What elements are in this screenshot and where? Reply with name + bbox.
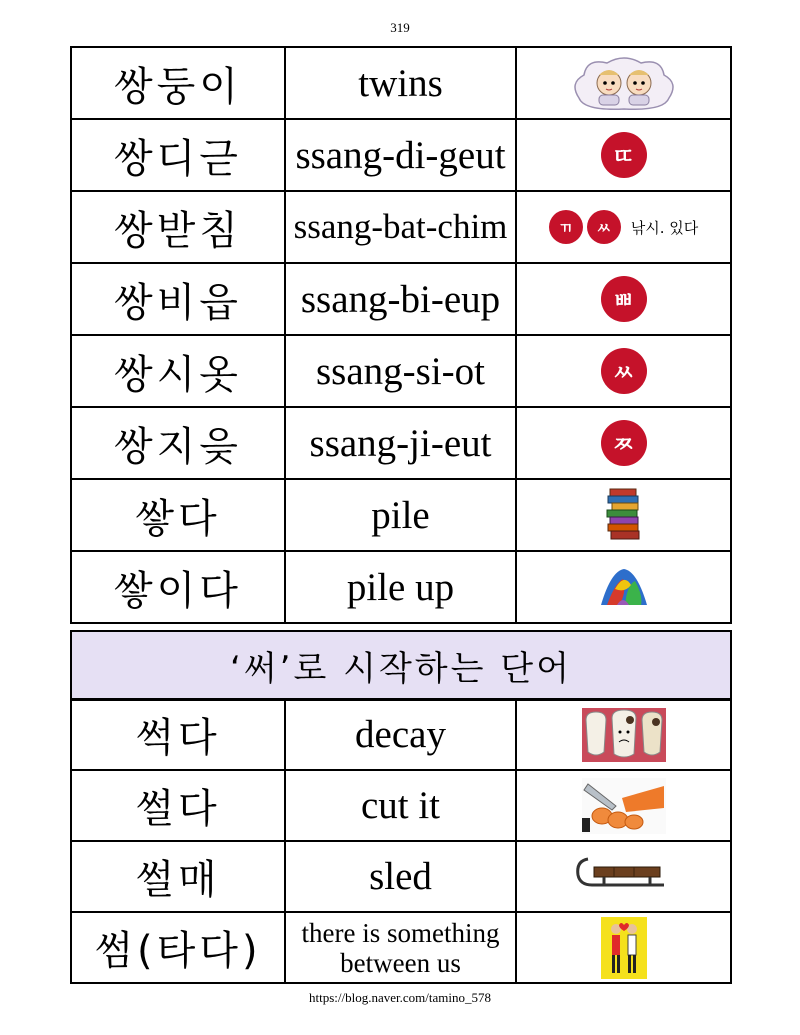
picture-cell	[516, 407, 731, 479]
table-row	[71, 841, 731, 912]
picture-cell	[516, 191, 731, 263]
couple-icon	[601, 917, 647, 979]
section-banner: ‘써’로 시작하는 단어	[70, 630, 732, 701]
korean-word: 쌍둥이	[71, 47, 285, 119]
english-word: ssang-si-ot	[285, 335, 516, 407]
english-word: ssang-di-geut	[285, 119, 516, 191]
english-word: ssang-bi-eup	[285, 263, 516, 335]
english-word: twins	[285, 47, 516, 119]
clothes-pile-icon	[597, 565, 651, 609]
table-row	[71, 191, 731, 263]
twins-cartoon-icon	[569, 53, 679, 113]
picture-cell	[516, 479, 731, 551]
english-word: sled	[285, 841, 516, 912]
picture-cell	[516, 770, 731, 841]
korean-word: 썰매	[71, 841, 285, 912]
table-row	[71, 770, 731, 841]
vocab-table-top	[70, 46, 732, 624]
footer-url: https://blog.naver.com/tamino_578	[309, 990, 491, 1005]
korean-word: 쌍시옷	[71, 335, 285, 407]
korean-word: 쌍받침	[71, 191, 285, 263]
decayed-teeth-icon	[582, 708, 666, 762]
table-row	[71, 551, 731, 623]
english-word: pile up	[285, 551, 516, 623]
ssang-giyeok-badge: ㄲ	[549, 210, 583, 244]
picture-cell	[516, 335, 731, 407]
ssang-bieup-badge: ㅃ	[601, 276, 647, 322]
ssang-siot-badge: ㅆ	[587, 210, 621, 244]
picture-cell	[516, 912, 731, 983]
table-row	[71, 263, 731, 335]
table-row	[71, 912, 731, 983]
picture-cell	[516, 263, 731, 335]
korean-word: 쌓이다	[71, 551, 285, 623]
korean-word: 썸(타다)	[71, 912, 285, 983]
picture-cell	[516, 119, 731, 191]
stacked-books-icon	[604, 485, 644, 545]
table-row	[71, 407, 731, 479]
english-word: pile	[285, 479, 516, 551]
table-row	[71, 335, 731, 407]
english-line-2: between us	[340, 947, 461, 978]
sled-icon	[574, 855, 674, 899]
example-words: 낚시. 있다	[630, 218, 699, 237]
english-word	[285, 912, 516, 983]
english-word: ssang-bat-chim	[285, 191, 516, 263]
table-row	[71, 119, 731, 191]
korean-word: 쌍비읍	[71, 263, 285, 335]
korean-word: 쌍지읒	[71, 407, 285, 479]
table-row	[71, 47, 731, 119]
ssang-siot-badge: ㅆ	[601, 348, 647, 394]
korean-word: 썰다	[71, 770, 285, 841]
table-row	[71, 699, 731, 770]
picture-cell	[516, 47, 731, 119]
sliced-carrot-icon	[582, 778, 666, 834]
table-row	[71, 479, 731, 551]
korean-word: 쌓다	[71, 479, 285, 551]
english-word: cut it	[285, 770, 516, 841]
english-word: decay	[285, 699, 516, 770]
picture-cell	[516, 699, 731, 770]
ssang-digeut-badge: ㄸ	[601, 132, 647, 178]
ssang-jieut-badge: ㅉ	[601, 420, 647, 466]
page-number: 319	[390, 20, 410, 35]
english-line-1: there is something	[301, 917, 500, 948]
picture-cell	[516, 841, 731, 912]
english-word: ssang-ji-eut	[285, 407, 516, 479]
korean-word: 썩다	[71, 699, 285, 770]
korean-word: 쌍디귿	[71, 119, 285, 191]
picture-cell	[516, 551, 731, 623]
vocab-table-bottom	[70, 698, 732, 984]
